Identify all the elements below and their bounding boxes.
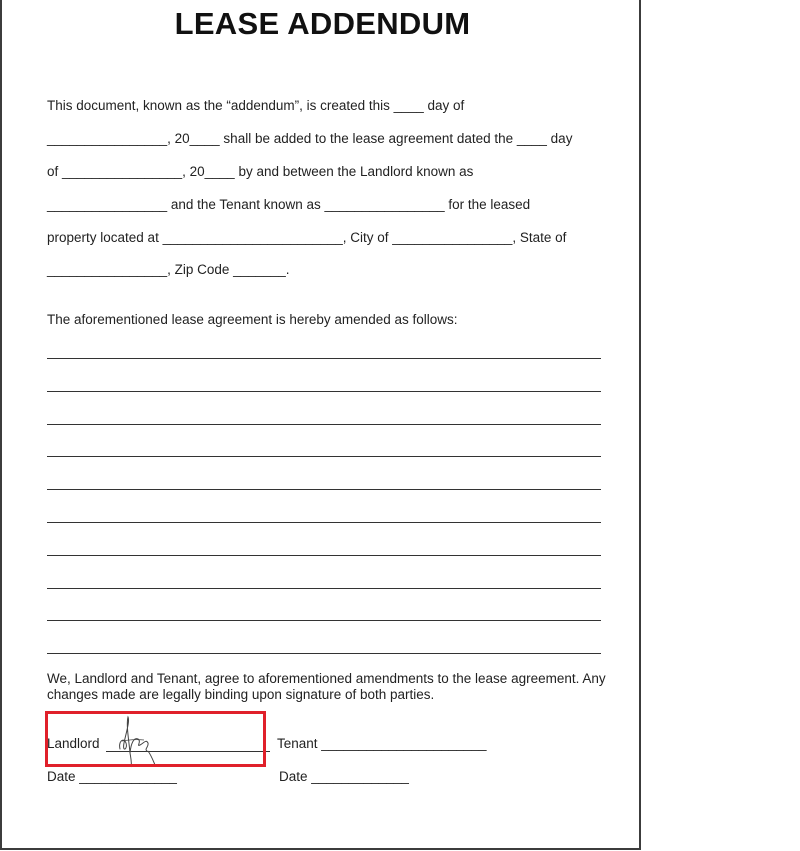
intro-line-4: ________________ and the Tenant known as ________________ for the leased	[47, 197, 531, 212]
intro-line-3: of ________________, 20____ by and between the Landlord known as	[47, 164, 474, 179]
amendment-line[interactable]	[47, 391, 601, 392]
amendment-line[interactable]	[47, 456, 601, 457]
amendment-line[interactable]	[47, 620, 601, 621]
highlight-box	[45, 711, 266, 767]
amendment-line[interactable]	[47, 555, 601, 556]
amendment-line[interactable]	[47, 358, 601, 359]
intro-line-5: property located at ________________________, City of ________________, State of	[47, 230, 567, 245]
amend-heading: The aforementioned lease agreement is hereby amended as follows:	[47, 312, 458, 327]
agreement-text: We, Landlord and Tenant, agree to aforementioned amendments to the lease agreement. Any changes made are legally binding upon signature of both parties.	[47, 671, 606, 702]
amendment-line[interactable]	[47, 489, 601, 490]
intro-line-2: ________________, 20____ shall be added to the lease agreement dated the ____ day	[47, 131, 573, 146]
amendment-line[interactable]	[47, 588, 601, 589]
amendment-line[interactable]	[47, 424, 601, 425]
tenant-date-field[interactable]: Date _____________	[279, 769, 409, 784]
landlord-date-field[interactable]: Date _____________	[47, 769, 177, 784]
document-title: LEASE ADDENDUM	[174, 6, 471, 41]
intro-line-6: ________________, Zip Code _______.	[47, 262, 290, 277]
intro-line-1: This document, known as the “addendum”, is created this ____ day of	[47, 98, 465, 113]
amendment-line[interactable]	[47, 653, 601, 654]
amendment-line[interactable]	[47, 522, 601, 523]
landlord-label: Landlord	[47, 736, 100, 751]
tenant-signature-field[interactable]: Tenant ______________________	[277, 736, 487, 751]
